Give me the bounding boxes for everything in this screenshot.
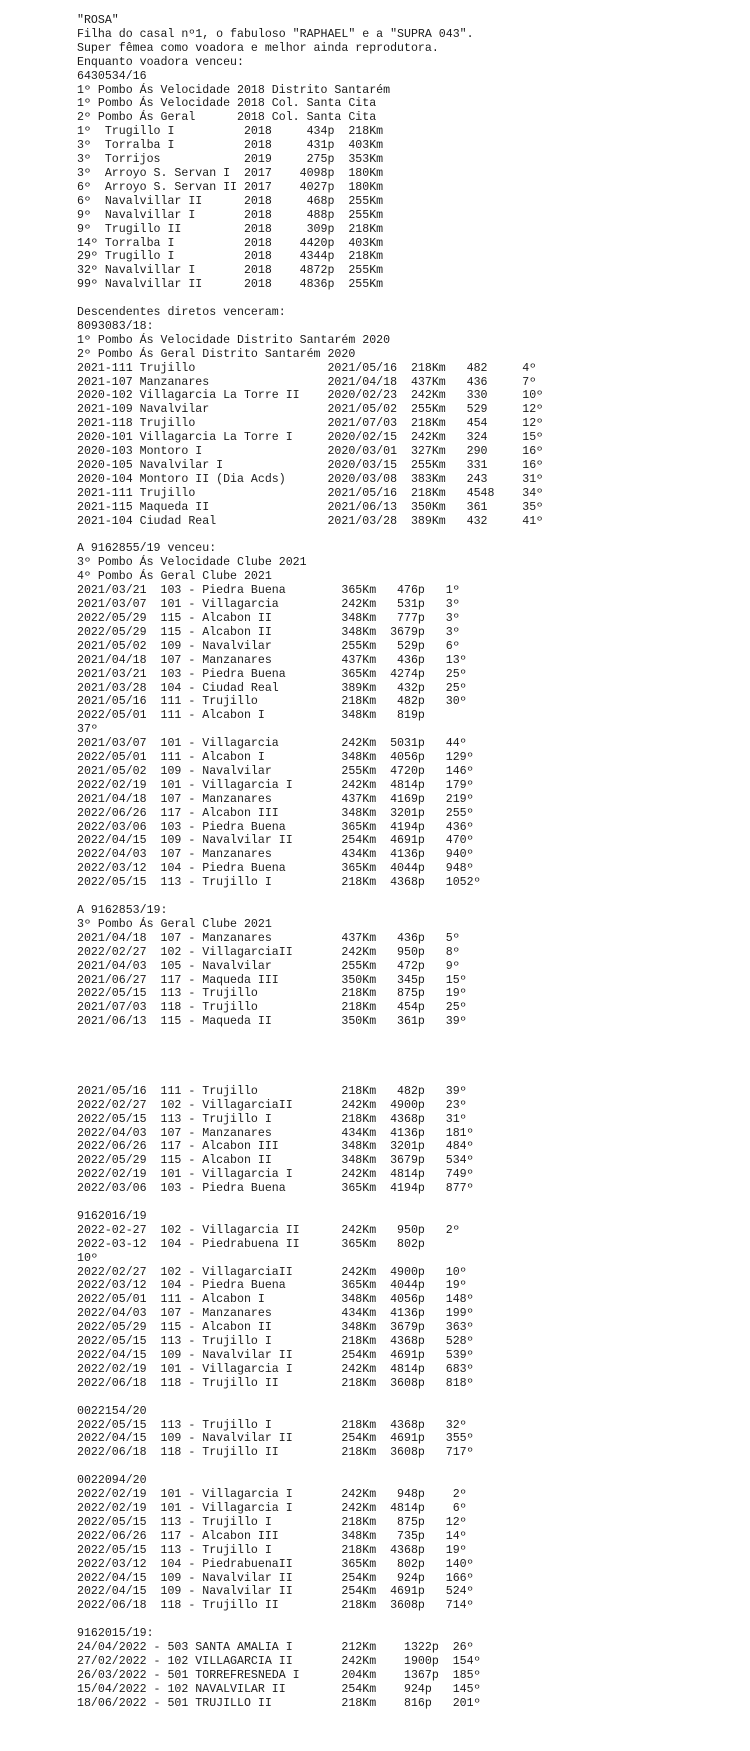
text-line: 2021/05/02 109 - Navalvilar 255Km 529p 6º [77, 639, 460, 653]
blank-line [77, 1613, 737, 1627]
text-line: 3º Arroyo S. Servan I 2017 4098p 180Km [77, 166, 384, 180]
text-line: 2022/04/15 109 - Navalvilar II 254Km 4691p 524º [77, 1585, 474, 1599]
text-line: 2022/03/06 103 - Piedra Buena 365Km 4194p 877º [77, 1182, 474, 1196]
text-line: 2021/06/13 115 - Maqueda II 350Km 361p 39º [77, 1015, 467, 1029]
text-line: 9162015/19: [77, 1627, 154, 1641]
text-line: 2021-111 Trujillo 2021/05/16 218Km 482 4º [77, 361, 537, 375]
text-line: Filha do casal nº1, o fabuloso "RAPHAEL" e a "SUPRA 043". [77, 27, 474, 41]
text-line: 2021/03/07 101 - Villagarcia 242Km 531p 3º [77, 598, 460, 612]
text-line: 2022/06/26 117 - Alcabon III 348Km 735p 14º [77, 1529, 467, 1543]
blank-line [77, 292, 737, 306]
text-line: 2021/03/21 103 - Piedra Buena 365Km 476p 1º [77, 584, 460, 598]
text-line: 29º Trugillo I 2018 4344p 218Km [77, 250, 384, 264]
text-line: A 9162853/19: [77, 904, 168, 917]
text-line: 2022/04/15 109 - Navalvilar II 254Km 924p 166º [77, 1571, 474, 1585]
text-line: 24/04/2022 - 503 SANTA AMALIA I 212Km 1322p 26º [77, 1641, 474, 1655]
text-line: 2022/05/29 115 - Alcabon II 348Km 3679p 534º [77, 1154, 474, 1168]
text-line: 2022/05/01 111 - Alcabon I 348Km 819p [77, 709, 425, 723]
text-line: 1º Pombo Ás Velocidade 2018 Distrito Santarém [77, 83, 391, 97]
text-line: 2022/05/15 113 - Trujillo I 218Km 4368p 31º [77, 1112, 467, 1126]
text-line: 2022/05/29 115 - Alcabon II 348Km 3679p 363º [77, 1321, 474, 1335]
text-line: 2022/05/15 113 - Trujillo I 218Km 4368p 1052º [77, 876, 481, 890]
text-line: 2021/04/03 105 - Navalvilar 255Km 472p 9º [77, 959, 460, 973]
text-line: 2021/03/21 103 - Piedra Buena 365Km 4274p 25º [77, 667, 467, 681]
text-line: 2021-109 Navalvilar 2021/05/02 255Km 529 12º [77, 403, 544, 417]
text-line: 3º Torrijos 2019 275p 353Km [77, 153, 384, 167]
text-line: 2022/05/15 113 - Trujillo I 218Km 875p 12º [77, 1515, 467, 1529]
blank-line [77, 1057, 737, 1071]
text-line: 2021/06/27 117 - Maqueda III 350Km 345p 15º [77, 973, 467, 987]
text-line: 0022094/20 [77, 1474, 147, 1488]
text-line: 2021/04/18 107 - Manzanares 437Km 436p 5º [77, 931, 460, 945]
text-line: 3º Torralba I 2018 431p 403Km [77, 139, 384, 153]
text-line: 2020-105 Navalvilar I 2020/03/15 255Km 331 16º [77, 459, 544, 472]
text-line: 2021/03/07 101 - Villagarcia 242Km 5031p 44º [77, 737, 467, 751]
text-line: 26/03/2022 - 501 TORREFRESNEDA I 204Km 1367p 185º [77, 1668, 481, 1682]
text-line: 2022/04/15 109 - Navalvilar II 254Km 4691p 539º [77, 1349, 474, 1362]
text-line: 2022/05/29 115 - Alcabon II 348Km 3679p 3º [77, 625, 460, 639]
text-line: 2021/05/16 111 - Trujillo 218Km 482p 39º [77, 1084, 467, 1098]
blank-line [77, 1029, 737, 1043]
text-line: 2022/04/03 107 - Manzanares 434Km 4136p 181º [77, 1126, 474, 1140]
text-line: 2021-107 Manzanares 2021/04/18 437Km 436 7º [77, 375, 537, 389]
text-line: 2022/06/18 118 - Trujillo II 218Km 3608p 717º [77, 1446, 474, 1460]
text-line: 32º Navalvillar I 2018 4872p 255Km [77, 264, 384, 278]
text-line: 9º Navalvillar I 2018 488p 255Km [77, 208, 384, 222]
text-line: 2021/03/28 104 - Ciudad Real 389Km 432p 25º [77, 681, 467, 695]
blank-line [77, 1071, 737, 1085]
blank-line [77, 1460, 737, 1474]
text-line: 2021/07/03 118 - Trujillo 218Km 454p 25º [77, 1001, 467, 1015]
blank-line [77, 1196, 737, 1210]
text-line: 2021-111 Trujillo 2021/05/16 218Km 4548 34º [77, 486, 544, 500]
text-line: 2022/02/19 101 - Villagarcia I 242Km 948p 2º [77, 1488, 467, 1502]
text-line: 2022/06/18 118 - Trujillo II 218Km 3608p 818º [77, 1376, 474, 1390]
text-line: 2022/02/19 101 - Villagarcia I 242Km 4814p 179º [77, 778, 474, 792]
text-line: 9º Trugillo II 2018 309p 218Km [77, 222, 384, 236]
text-line: 2022/02/27 102 - VillagarciaII 242Km 4900p 10º [77, 1265, 467, 1279]
text-line: 2022/03/12 104 - Piedra Buena 365Km 4044p 948º [77, 862, 474, 876]
pedigree-document [77, 14, 737, 1711]
text-line: 2022/06/26 117 - Alcabon III 348Km 3201p 255º [77, 806, 474, 820]
text-line: 2022/05/15 113 - Trujillo I 218Km 4368p 32º [77, 1418, 467, 1432]
text-line: 2022-03-12 104 - Piedrabuena II 365Km 802p [77, 1237, 425, 1251]
text-line: 10º [77, 1251, 98, 1265]
text-line: 2022/02/19 101 - Villagarcia I 242Km 4814p 6º [77, 1501, 467, 1515]
text-line: 2022/02/27 102 - VillagarciaII 242Km 4900p 23º [77, 1098, 467, 1112]
text-line: 2021/05/16 111 - Trujillo 218Km 482p 30º [77, 695, 467, 709]
text-line: "ROSA" [77, 14, 119, 27]
text-line: 2021-118 Trujillo 2021/07/03 218Km 454 12º [77, 417, 544, 431]
text-line: 2020-103 Montoro I 2020/03/01 327Km 290 16º [77, 445, 544, 459]
text-line: 99º Navalvillar II 2018 4836p 255Km [77, 278, 384, 292]
text-line: 2022/03/06 103 - Piedra Buena 365Km 4194p 436º [77, 820, 474, 834]
text-line: 3º Pombo Ás Geral Clube 2021 [77, 917, 272, 931]
text-line: 2021/05/02 109 - Navalvilar 255Km 4720p 146º [77, 764, 474, 778]
text-line: 8093083/18: [77, 319, 154, 333]
text-line: 2020-104 Montoro II (Dia Acds) 2020/03/08 383Km 243 31º [77, 472, 544, 486]
text-line: 2022/05/15 113 - Trujillo 218Km 875p 19º [77, 987, 467, 1001]
text-line: 2022/03/12 104 - Piedra Buena 365Km 4044p 19º [77, 1279, 467, 1293]
text-line: 2022/04/03 107 - Manzanares 434Km 4136p 199º [77, 1307, 474, 1321]
text-line: 2022/05/29 115 - Alcabon II 348Km 777p 3º [77, 611, 460, 625]
text-line: 2022/02/27 102 - VillagarciaII 242Km 950p 8º [77, 945, 460, 959]
text-line: 27/02/2022 - 102 VILLAGARCIA II 242Km 1900p 154º [77, 1654, 481, 1668]
text-line: 2022/03/12 104 - PiedrabuenaII 365Km 802p 140º [77, 1557, 474, 1571]
text-line: 2022/05/15 113 - Trujillo I 218Km 4368p 19º [77, 1543, 467, 1557]
text-line: 37º [77, 723, 98, 737]
text-line: 2º Pombo Ás Geral Distrito Santarém 2020 [77, 347, 356, 361]
text-line: 2022/05/01 111 - Alcabon I 348Km 4056p 148º [77, 1293, 474, 1307]
text-line: A 9162855/19 venceu: [77, 542, 217, 556]
text-line: 2022/02/19 101 - Villagarcia I 242Km 4814p 683º [77, 1362, 474, 1376]
text-line: 2022/05/15 113 - Trujillo I 218Km 4368p 528º [77, 1335, 474, 1349]
text-line: 6º Arroyo S. Servan II 2017 4027p 180Km [77, 180, 384, 194]
text-line: 2022/05/01 111 - Alcabon I 348Km 4056p 129º [77, 751, 474, 765]
text-line: 14º Torralba I 2018 4420p 403Km [77, 236, 384, 250]
text-line: 2020-102 Villagarcia La Torre II 2020/02/23 242Km 330 10º [77, 389, 544, 403]
text-line: 4º Pombo Ás Geral Clube 2021 [77, 570, 272, 584]
blank-line [77, 1391, 737, 1405]
text-line: 0022154/20 [77, 1404, 147, 1418]
text-line: 18/06/2022 - 501 TRUJILLO II 218Km 816p 201º [77, 1696, 481, 1710]
text-line: 9162016/19 [77, 1209, 147, 1223]
text-line: 1º Pombo Ás Velocidade 2018 Col. Santa Cita [77, 97, 377, 111]
text-line: 2022/06/18 118 - Trujillo II 218Km 3608p 714º [77, 1599, 474, 1613]
text-line: 2022-02-27 102 - Villagarcia II 242Km 950p 2º [77, 1223, 460, 1237]
text-line: 2º Pombo Ás Geral 2018 Col. Santa Cita [77, 111, 377, 125]
text-line: 2021-104 Ciudad Real 2021/03/28 389Km 432 41º [77, 514, 544, 528]
blank-line [77, 529, 737, 543]
text-line: 2022/02/19 101 - Villagarcia I 242Km 4814p 749º [77, 1168, 474, 1182]
blank-line [77, 1043, 737, 1057]
text-line: 2021-115 Maqueda II 2021/06/13 350Km 361 35º [77, 500, 544, 514]
text-line: 2022/06/26 117 - Alcabon III 348Km 3201p 484º [77, 1140, 474, 1154]
text-line: 15/04/2022 - 102 NAVALVILAR II 254Km 924p 145º [77, 1682, 481, 1696]
text-line: 2022/04/03 107 - Manzanares 434Km 4136p 940º [77, 848, 474, 862]
text-line: 2021/04/18 107 - Manzanares 437Km 4169p 219º [77, 792, 474, 806]
text-line: 1º Trugillo I 2018 434p 218Km [77, 125, 384, 139]
text-line: 2021/04/18 107 - Manzanares 437Km 436p 13º [77, 653, 467, 667]
text-line: 2022/04/15 109 - Navalvilar II 254Km 4691p 355º [77, 1432, 474, 1446]
text-line: 6430534/16 [77, 69, 147, 83]
blank-line [77, 890, 737, 904]
text-line: Super fêmea como voadora e melhor ainda reprodutora. [77, 41, 439, 55]
text-line: 1º Pombo Ás Velocidade Distrito Santarém 2020 [77, 333, 391, 347]
text-line: 6º Navalvillar II 2018 468p 255Km [77, 194, 384, 208]
text-line: 2020-101 Villagarcia La Torre I 2020/02/15 242Km 324 15º [77, 431, 544, 445]
text-line: Descendentes diretos venceram: [77, 306, 286, 320]
text-line: 2022/04/15 109 - Navalvilar II 254Km 4691p 470º [77, 834, 474, 848]
text-line: Enquanto voadora venceu: [77, 55, 244, 69]
text-line: 3º Pombo Ás Velocidade Clube 2021 [77, 556, 307, 570]
